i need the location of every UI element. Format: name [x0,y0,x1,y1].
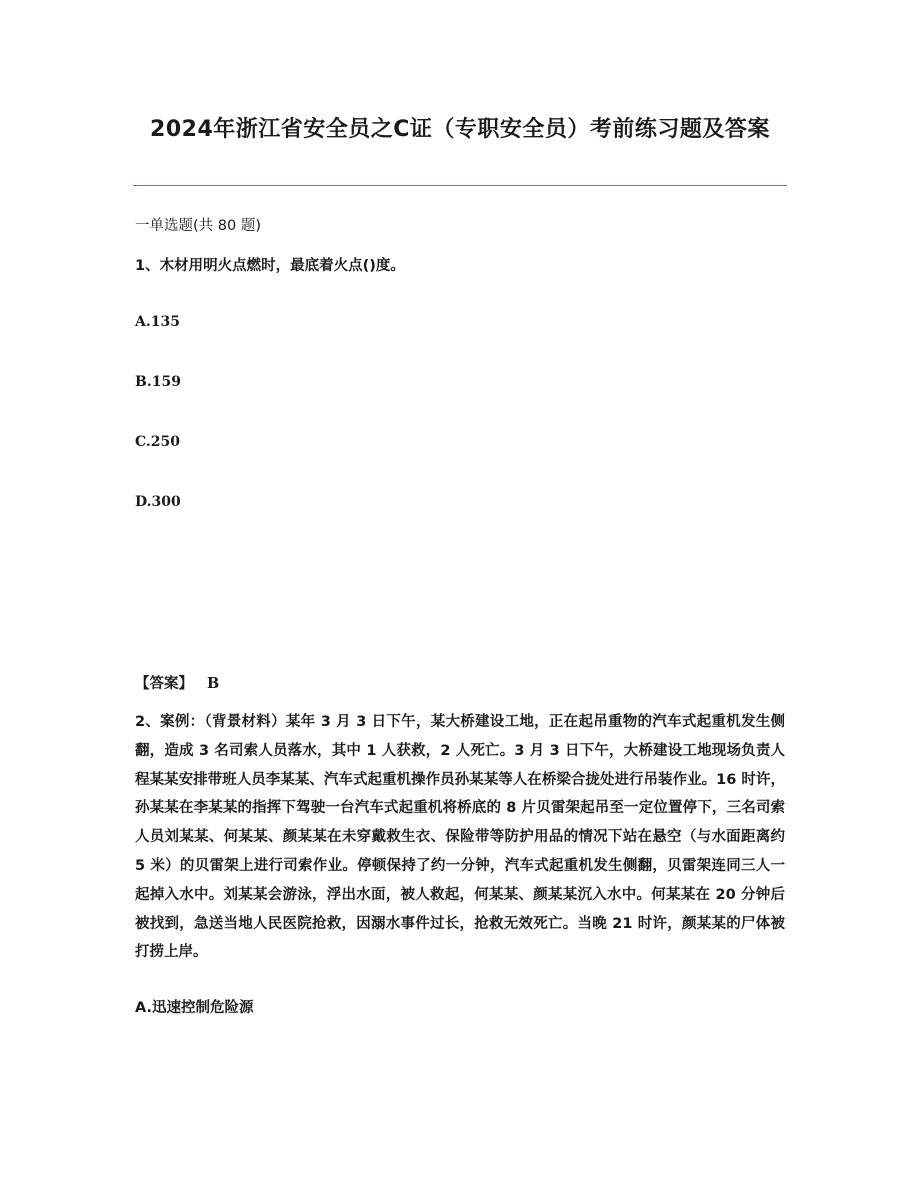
answer-label: 【答案】 [135,676,193,692]
question-1-option-c: C.250 [135,434,180,450]
section-label: 一单选题(共 80 题) [135,218,261,234]
question-1-option-b: B.159 [135,374,181,390]
question-1-stem: 1、木材用明火点燃时，最底着火点()度。 [135,258,405,274]
question-1-answer [135,672,219,693]
answer-value: B [207,675,220,692]
question-2-option-a: A.迅速控制危险源 [135,1000,254,1016]
question-1-option-a: A.135 [135,314,180,330]
question-2-stem: 2、案例：（背景材料）某年 3 月 3 日下午，某大桥建设工地，正在起吊重物的汽车式起重机发生侧翻，造成 3 名司索人员落水，其中 1 人获救，2 人死亡。3 月 3 日下午，大桥建设工地现场负责人程某某安排带班人员李某某、汽车式起重机操作员孙某某等人在桥梁合拢处进行吊装作业。16 时许，孙某某在李某某的指挥下驾驶一台汽车式起重机将桥底的 8 片贝雷架起吊至一定位置停下，三名司索人员刘某某、何某某、颜某某在未穿戴救生衣、保险带等防护用品的情况下站在悬空（与水面距离约 5 米）的贝雷架上进行司索作业。停顿保持了约一分钟，汽车式起重机发生侧翻，贝雷架连同三人一起掉入水中。刘某某会游泳，浮出水面，被人救起，何某某、颜某某沉入水中。何某某在 20 分钟后被找到，急送当地人民医院抢救，因溺水事件过长，抢救无效死亡。当晚 21 时许，颜某某的尸体被打捞上岸。 [135,714,785,961]
title-divider [133,185,787,186]
document-title: 2024年浙江省安全员之C证（专职安全员）考前练习题及答案 [150,117,770,142]
question-1-option-d: D.300 [135,494,181,510]
